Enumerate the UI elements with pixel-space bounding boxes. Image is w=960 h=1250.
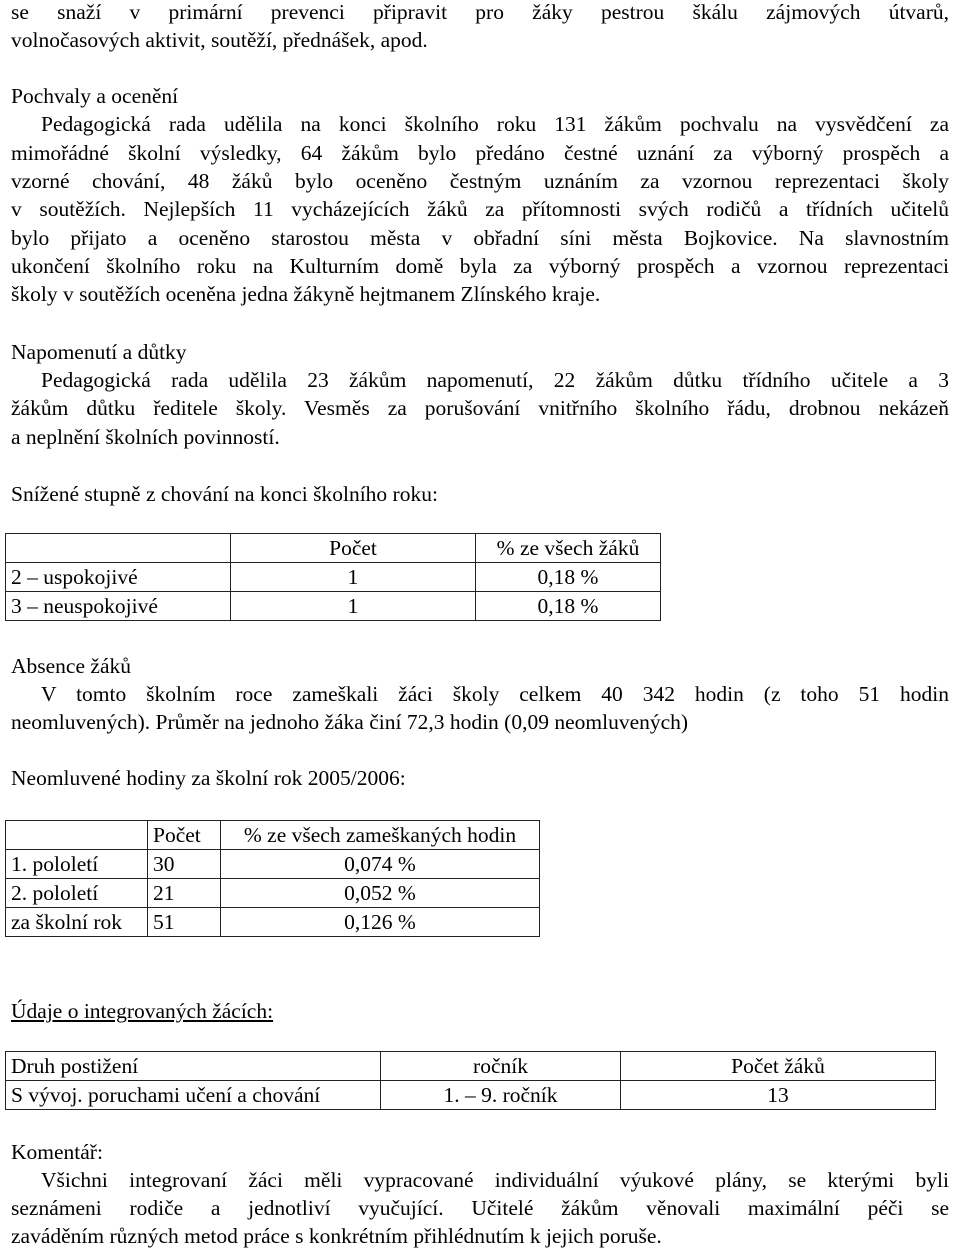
table-row	[6, 563, 661, 592]
table-cell: 3 – neuspokojivé	[6, 592, 231, 621]
table-cell	[6, 821, 148, 850]
integrated-heading: Údaje o integrovaných žácích:	[11, 999, 274, 1023]
behavior-table	[5, 533, 661, 621]
praise-line-5: bylo přijato a oceněno starostou města v obřadní síni města Bojkovice. Na slavnostním	[11, 226, 949, 250]
intro-line-1: se snaží v primární prevenci připravit pro žáky pestrou škálu zájmových útvarů,	[11, 0, 949, 24]
praise-line-6: ukončení školního roku na Kulturním domě byla za výborný prospěch a vzornou reprezentaci	[11, 254, 949, 278]
praise-heading: Pochvaly a ocenění	[11, 84, 179, 108]
table-cell: 21	[148, 879, 221, 908]
table-cell: 0,126 %	[221, 908, 540, 937]
table-header-cell: ročník	[381, 1052, 621, 1081]
table-cell: 1. pololetí	[6, 850, 148, 879]
behavior-heading: Snížené stupně z chování na konci školního roku:	[11, 482, 438, 506]
table-cell: 51	[148, 908, 221, 937]
praise-line-1: Pedagogická rada udělila na konci školního roku 131 žákům pochvalu na vysvědčení za	[41, 112, 949, 136]
table-cell: 2 – uspokojivé	[6, 563, 231, 592]
reprimands-line-3: a neplnění školních povinností.	[11, 425, 280, 449]
table-header-cell: % ze všech žáků	[476, 534, 661, 563]
praise-line-3: vzorné chování, 48 žáků bylo oceněno čestným uznáním za vzornou reprezentaci školy	[11, 169, 949, 193]
table-cell: 30	[148, 850, 221, 879]
table-header-cell: Počet žáků	[621, 1052, 936, 1081]
intro-line-2: volnočasových aktivit, soutěží, přednášek, apod.	[11, 28, 428, 52]
table-header-cell: Počet	[148, 821, 221, 850]
table-cell: 13	[621, 1081, 936, 1110]
table-row	[6, 908, 540, 937]
praise-line-7: školy v soutěžích oceněna jedna žákyně hejtmanem Zlínského kraje.	[11, 282, 601, 306]
unexcused-heading: Neomluvené hodiny za školní rok 2005/2006:	[11, 766, 406, 790]
table-cell: 2. pololetí	[6, 879, 148, 908]
table-cell: za školní rok	[6, 908, 148, 937]
table-cell: 1	[231, 592, 476, 621]
unexcused-table	[5, 820, 540, 937]
table-header-cell: Druh postižení	[6, 1052, 381, 1081]
absence-line-1: V tomto školním roce zameškali žáci školy celkem 40 342 hodin (z toho 51 hodin	[41, 682, 949, 706]
table-header-cell: % ze všech zameškaných hodin	[221, 821, 540, 850]
comment-line-2: seznámeni rodiče a jednotliví vyučující. Učitelé žákům věnovali maximální péči se	[11, 1196, 949, 1220]
table-row	[6, 850, 540, 879]
table-row	[6, 879, 540, 908]
table-cell	[6, 534, 231, 563]
table-row	[6, 1081, 936, 1110]
table-cell: 0,052 %	[221, 879, 540, 908]
absence-heading: Absence žáků	[11, 654, 131, 678]
table-cell: 1	[231, 563, 476, 592]
comment-line-1: Všichni integrovaní žáci měli vypracované individuální výukové plány, se kterými byli	[41, 1168, 949, 1192]
table-header-row	[6, 534, 661, 563]
table-row	[6, 592, 661, 621]
reprimands-line-1: Pedagogická rada udělila 23 žákům napomenutí, 22 žákům důtku třídního učitele a 3	[41, 368, 949, 392]
table-header-row	[6, 821, 540, 850]
table-cell: 0,18 %	[476, 563, 661, 592]
reprimands-heading: Napomenutí a důtky	[11, 340, 187, 364]
table-cell: 1. – 9. ročník	[381, 1081, 621, 1110]
comment-heading: Komentář:	[11, 1140, 103, 1164]
comment-line-3: zaváděním různých metod práce s konkrétním přihlédnutím k jejich poruše.	[11, 1224, 662, 1248]
table-cell: 0,18 %	[476, 592, 661, 621]
table-header-cell: Počet	[231, 534, 476, 563]
table-header-row	[6, 1052, 936, 1081]
table-cell: 0,074 %	[221, 850, 540, 879]
praise-line-4: v soutěžích. Nejlepších 11 vycházejících žáků za přítomnosti svých rodičů a třídních učitelů	[11, 197, 949, 221]
reprimands-line-2: žákům důtku ředitele školy. Vesměs za porušování vnitřního školního řádu, drobnou nekázeň	[11, 396, 949, 420]
absence-line-2: neomluvených). Průměr na jednoho žáka činí 72,3 hodin (0,09 neomluvených)	[11, 710, 689, 734]
table-cell: S vývoj. poruchami učení a chování	[6, 1081, 381, 1110]
integrated-table	[5, 1051, 936, 1110]
praise-line-2: mimořádné školní výsledky, 64 žákům bylo předáno čestné uznání za výborný prospěch a	[11, 141, 949, 165]
